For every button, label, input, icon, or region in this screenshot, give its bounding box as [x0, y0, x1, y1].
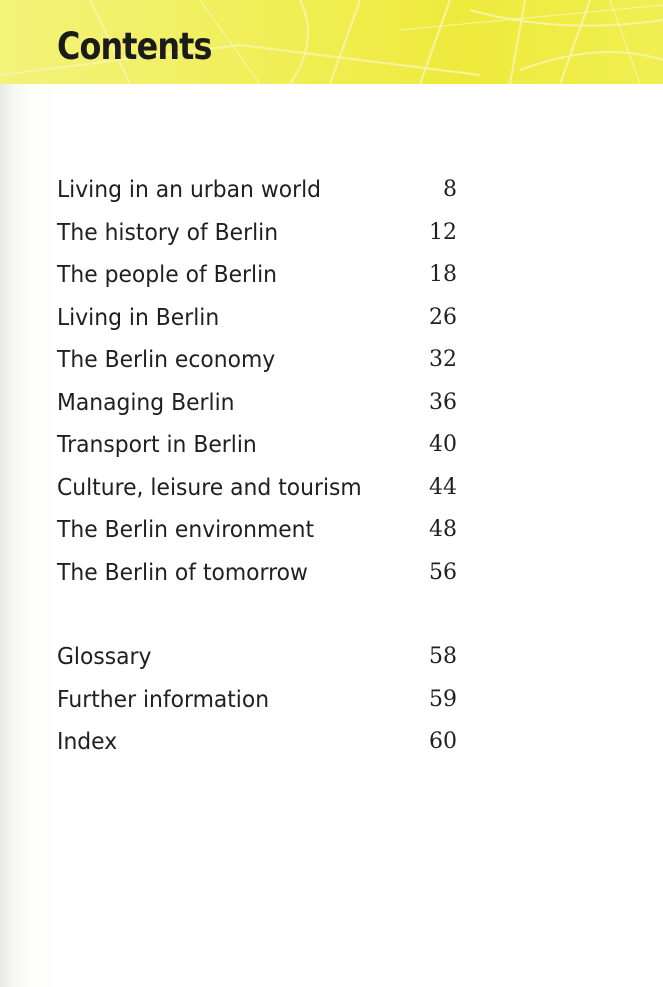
toc-entry-page: 60 — [429, 729, 457, 754]
toc-entry — [57, 721, 461, 764]
toc-entry — [57, 339, 461, 382]
header-band — [0, 0, 663, 84]
toc-entry-title: The people of Berlin — [57, 262, 278, 288]
toc-entry-title: The history of Berlin — [57, 219, 279, 246]
page-title: Contents — [57, 25, 212, 68]
toc-entry-page: 40 — [429, 432, 457, 457]
toc-entry-title: Further information — [57, 686, 270, 713]
toc-entry — [57, 552, 461, 595]
toc-entry — [57, 467, 461, 510]
toc-entry-page: 48 — [429, 517, 457, 542]
toc-entry-title: Living in an urban world — [57, 177, 322, 203]
toc-entry — [57, 254, 461, 297]
toc-entry-page: 58 — [429, 644, 457, 669]
toc-entry — [57, 679, 461, 722]
back-matter-contents — [57, 636, 461, 764]
toc-entry-page: 26 — [429, 304, 457, 330]
toc-entry-page: 12 — [429, 219, 457, 245]
toc-entry-title: Transport in Berlin — [57, 432, 257, 458]
toc-entry — [57, 169, 461, 212]
toc-entry-page: 44 — [429, 474, 457, 500]
table-of-contents — [57, 169, 461, 594]
toc-entry-page: 56 — [429, 559, 457, 585]
toc-entry-page: 18 — [429, 262, 457, 287]
toc-entry-page: 8 — [443, 177, 457, 202]
toc-entry — [57, 382, 461, 425]
toc-entry — [57, 424, 461, 467]
toc-entry-title: Glossary — [57, 644, 152, 670]
toc-entry — [57, 297, 461, 340]
toc-entry — [57, 212, 461, 255]
toc-entry-page: 59 — [429, 686, 457, 712]
toc-entry — [57, 636, 461, 679]
toc-entry-title: The Berlin of tomorrow — [57, 559, 308, 586]
toc-entry-title: The Berlin environment — [57, 517, 315, 543]
toc-entry-title: Managing Berlin — [57, 389, 235, 416]
toc-entry-page: 36 — [429, 389, 457, 415]
toc-entry-title: Living in Berlin — [57, 304, 220, 331]
toc-entry-page: 32 — [429, 347, 457, 372]
toc-entry-title: Index — [57, 729, 118, 755]
toc-entry-title: The Berlin economy — [57, 347, 276, 373]
toc-entry — [57, 509, 461, 552]
toc-entry-title: Culture, leisure and tourism — [57, 474, 362, 501]
